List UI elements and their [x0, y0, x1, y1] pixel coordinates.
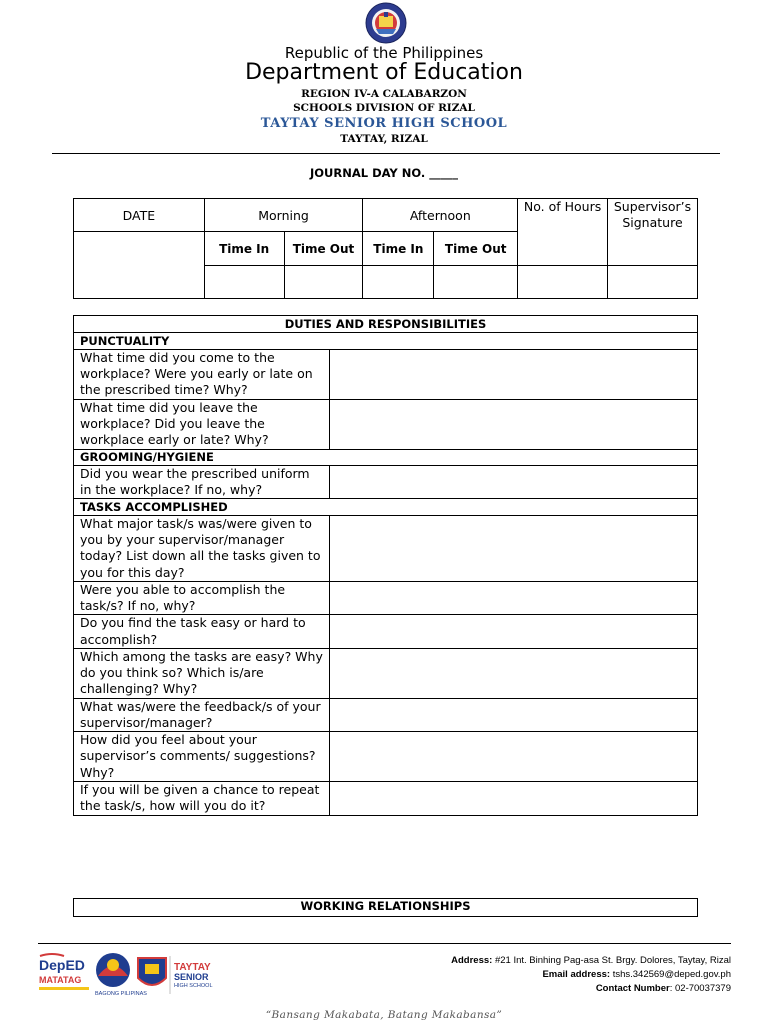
question-uniform: Did you wear the prescribed uniform in the workplace? If no, why? [74, 465, 330, 498]
email-value[interactable]: tshs.342569@deped.gov.ph [612, 969, 731, 980]
duties-title: DUTIES AND RESPONSIBILITIES [74, 316, 698, 333]
afternoon-time-in-cell[interactable] [363, 266, 434, 299]
afternoon-time-out-cell[interactable] [434, 266, 518, 299]
time-record-table [73, 198, 698, 299]
school-location: TAYTAY, RIZAL [340, 133, 428, 145]
section-heading-grooming: GROOMING/HYGIENE [74, 449, 698, 465]
signature-cell[interactable] [608, 266, 698, 299]
morning-time-in-cell[interactable] [204, 266, 284, 299]
answer-cell[interactable] [329, 615, 697, 648]
header-divider [52, 153, 720, 154]
school-name: TAYTAY SENIOR HIGH SCHOOL [260, 116, 508, 131]
question-accomplish: Were you able to accomplish the task/s? If no, why? [74, 582, 330, 615]
answer-cell[interactable] [329, 782, 697, 815]
address-value: #21 Int. Binhing Pag-asa St. Brgy. Dolores, Taytay, Rizal [494, 955, 731, 966]
date-header: DATE [74, 199, 205, 232]
question-feedback: What was/were the feedback/s of your supervisor/manager? [74, 698, 330, 731]
contact-label: Contact Number [595, 983, 670, 994]
question-repeat-task: If you will be given a chance to repeat the task/s, how will you do it? [74, 782, 330, 815]
deped-logo-text: DepED [39, 957, 85, 973]
question-arrival-time: What time did you come to the workplace? Were you early or late on the prescribed time? Why? [74, 350, 330, 400]
signature-header [608, 199, 698, 266]
contact-value: : 02-70037379 [669, 983, 731, 994]
afternoon-header: Afternoon [363, 199, 518, 232]
hours-header [518, 199, 608, 266]
question-feel-comments: How did you feel about your supervisor’s comments/ suggestions? Why? [74, 732, 330, 782]
email-label: Email address: [542, 969, 611, 980]
answer-cell[interactable] [329, 465, 697, 498]
footer-contact [311, 983, 731, 994]
footer-address [311, 955, 731, 966]
morning-header: Morning [204, 199, 363, 232]
answer-cell[interactable] [329, 399, 697, 449]
working-relationships-title: WORKING RELATIONSHIPS [73, 898, 698, 917]
taytay-shs-logo-icon [138, 956, 213, 994]
section-heading-punctuality: PUNCTUALITY [74, 333, 698, 350]
footer-divider [38, 943, 731, 944]
answer-cell[interactable] [329, 350, 697, 400]
morning-time-in-header: Time In [204, 232, 284, 266]
morning-time-out-cell[interactable] [284, 266, 363, 299]
division-heading: SCHOOLS DIVISION OF RIZAL [293, 102, 475, 114]
afternoon-time-out-header: Time Out [434, 232, 518, 266]
duties-table [73, 315, 698, 816]
senior-logo-text: SENIOR [174, 972, 209, 982]
section-heading-tasks: TASKS ACCOMPLISHED [74, 499, 698, 516]
deped-seal-icon [359, 2, 413, 44]
date-cell[interactable] [74, 232, 205, 299]
journal-day-title: JOURNAL DAY NO. _____ [309, 166, 459, 180]
morning-time-out-header: Time Out [284, 232, 363, 266]
department-heading: Department of Education [245, 60, 523, 85]
matatag-logo-text: MATATAG [39, 975, 82, 985]
region-heading: REGION IV-A CALABARZON [301, 88, 467, 100]
high-school-logo-text: HIGH SCHOOL [174, 983, 213, 989]
hours-label: No. of Hours [523, 199, 602, 214]
answer-cell[interactable] [329, 516, 697, 582]
answer-cell[interactable] [329, 698, 697, 731]
footer-email [311, 969, 731, 980]
afternoon-time-in-header: Time In [363, 232, 434, 266]
bagong-pilipinas-text: BAGONG PILIPINAS [95, 991, 147, 997]
answer-cell[interactable] [329, 648, 697, 698]
taytay-logo-text: TAYTAY [174, 962, 211, 973]
question-easy-challenging: Which among the tasks are easy? Why do you think so? Which is/are challenging? Why? [74, 648, 330, 698]
question-major-tasks: What major task/s was/were given to you by your supervisor/manager today? List down all the tasks given to you for this day? [74, 516, 330, 582]
question-leave-time: What time did you leave the workplace? Did you leave the workplace early or late? Why? [74, 399, 330, 449]
answer-cell[interactable] [329, 582, 697, 615]
question-easy-hard: Do you find the task easy or hard to accomplish? [74, 615, 330, 648]
hours-cell[interactable] [518, 266, 608, 299]
republic-heading: Republic of the Philippines [284, 44, 484, 62]
address-label: Address: [451, 955, 493, 966]
deped-matatag-logo-icon [39, 954, 89, 990]
footer-logos [38, 950, 223, 998]
answer-cell[interactable] [329, 732, 697, 782]
motto: “Bansang Makabata, Batang Makabansa” [265, 1009, 503, 1021]
signature-label: Supervisor’s Signature [613, 199, 692, 230]
